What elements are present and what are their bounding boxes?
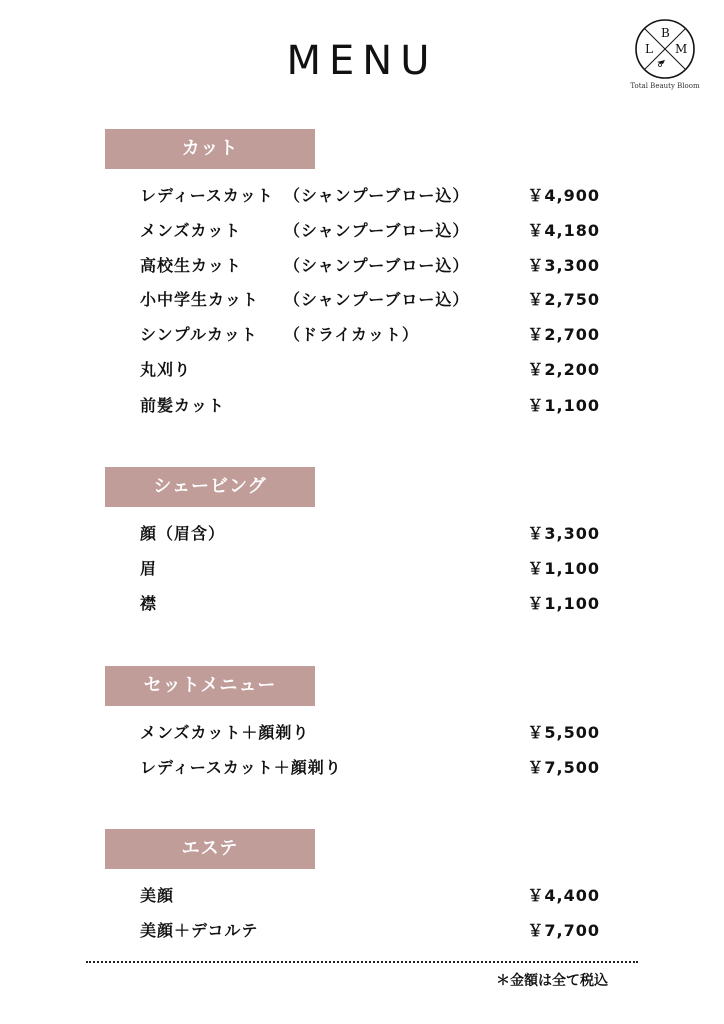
item-name: メンズカット xyxy=(140,221,242,240)
item-name: レディースカット xyxy=(140,186,274,205)
item-price: ￥5,500 xyxy=(527,723,600,742)
menu-item xyxy=(140,592,600,616)
item-price: ￥7,500 xyxy=(527,758,600,777)
item-note: （ドライカット） xyxy=(284,325,419,344)
menu-item xyxy=(140,522,600,546)
menu-item xyxy=(140,557,600,581)
menu-item xyxy=(140,721,600,745)
item-name: シンプルカット xyxy=(140,325,258,344)
item-name: 高校生カット xyxy=(140,256,242,275)
item-name: レディースカット＋顔剃り xyxy=(140,758,342,777)
item-note: （シャンプーブロー込） xyxy=(284,290,470,309)
item-note: （シャンプーブロー込） xyxy=(284,221,470,240)
item-price: ￥2,700 xyxy=(527,325,600,344)
item-price: ￥4,180 xyxy=(527,221,600,240)
item-price: ￥4,900 xyxy=(527,186,600,205)
item-price: ￥3,300 xyxy=(527,256,600,275)
page-title: MENU xyxy=(286,38,438,84)
item-price: ￥4,400 xyxy=(527,886,600,905)
item-name: 美顔＋デコルテ xyxy=(140,921,259,940)
section-header-esthetic: エステ xyxy=(105,829,315,869)
logo-letter-m: M xyxy=(675,42,688,56)
menu-item xyxy=(140,254,600,278)
item-price: ￥1,100 xyxy=(527,594,600,613)
item-name: 丸刈り xyxy=(140,360,192,379)
menu-item xyxy=(140,219,600,243)
item-price: ￥3,300 xyxy=(527,524,600,543)
item-name: 前髪カット xyxy=(140,396,225,415)
item-note: （シャンプーブロー込） xyxy=(284,256,470,275)
item-price: ￥7,700 xyxy=(527,921,600,940)
section-header-cut: カット xyxy=(105,129,315,169)
dotted-divider xyxy=(86,961,638,963)
menu-item xyxy=(140,756,600,780)
brand-logo xyxy=(629,18,701,98)
item-price: ￥2,750 xyxy=(527,290,600,309)
item-name: 美顔 xyxy=(140,886,175,905)
section-header-shaving: シェービング xyxy=(105,467,315,507)
logo-caption: Total Beauty Bloom xyxy=(630,82,700,90)
menu-item xyxy=(140,919,600,943)
logo-letter-l: L xyxy=(645,42,653,56)
menu-item xyxy=(140,884,600,908)
tax-footnote: ＊金額は全て税込 xyxy=(496,973,608,989)
item-price: ￥1,100 xyxy=(527,559,600,578)
logo-letter-b: B xyxy=(661,26,670,40)
item-name: メンズカット＋顔剃り xyxy=(140,723,310,742)
menu-item xyxy=(140,288,600,312)
item-price: ￥1,100 xyxy=(527,396,600,415)
section-header-set-menu: セットメニュー xyxy=(105,666,315,706)
menu-item xyxy=(140,394,600,418)
menu-item xyxy=(140,184,600,208)
item-name: 襟 xyxy=(140,594,158,613)
item-name: 小中学生カット xyxy=(140,290,259,309)
item-name: 眉 xyxy=(140,559,158,578)
menu-item xyxy=(140,358,600,382)
item-price: ￥2,200 xyxy=(527,360,600,379)
item-note: （シャンプーブロー込） xyxy=(284,186,470,205)
item-name: 顔（眉含） xyxy=(140,524,226,543)
menu-item xyxy=(140,323,600,347)
